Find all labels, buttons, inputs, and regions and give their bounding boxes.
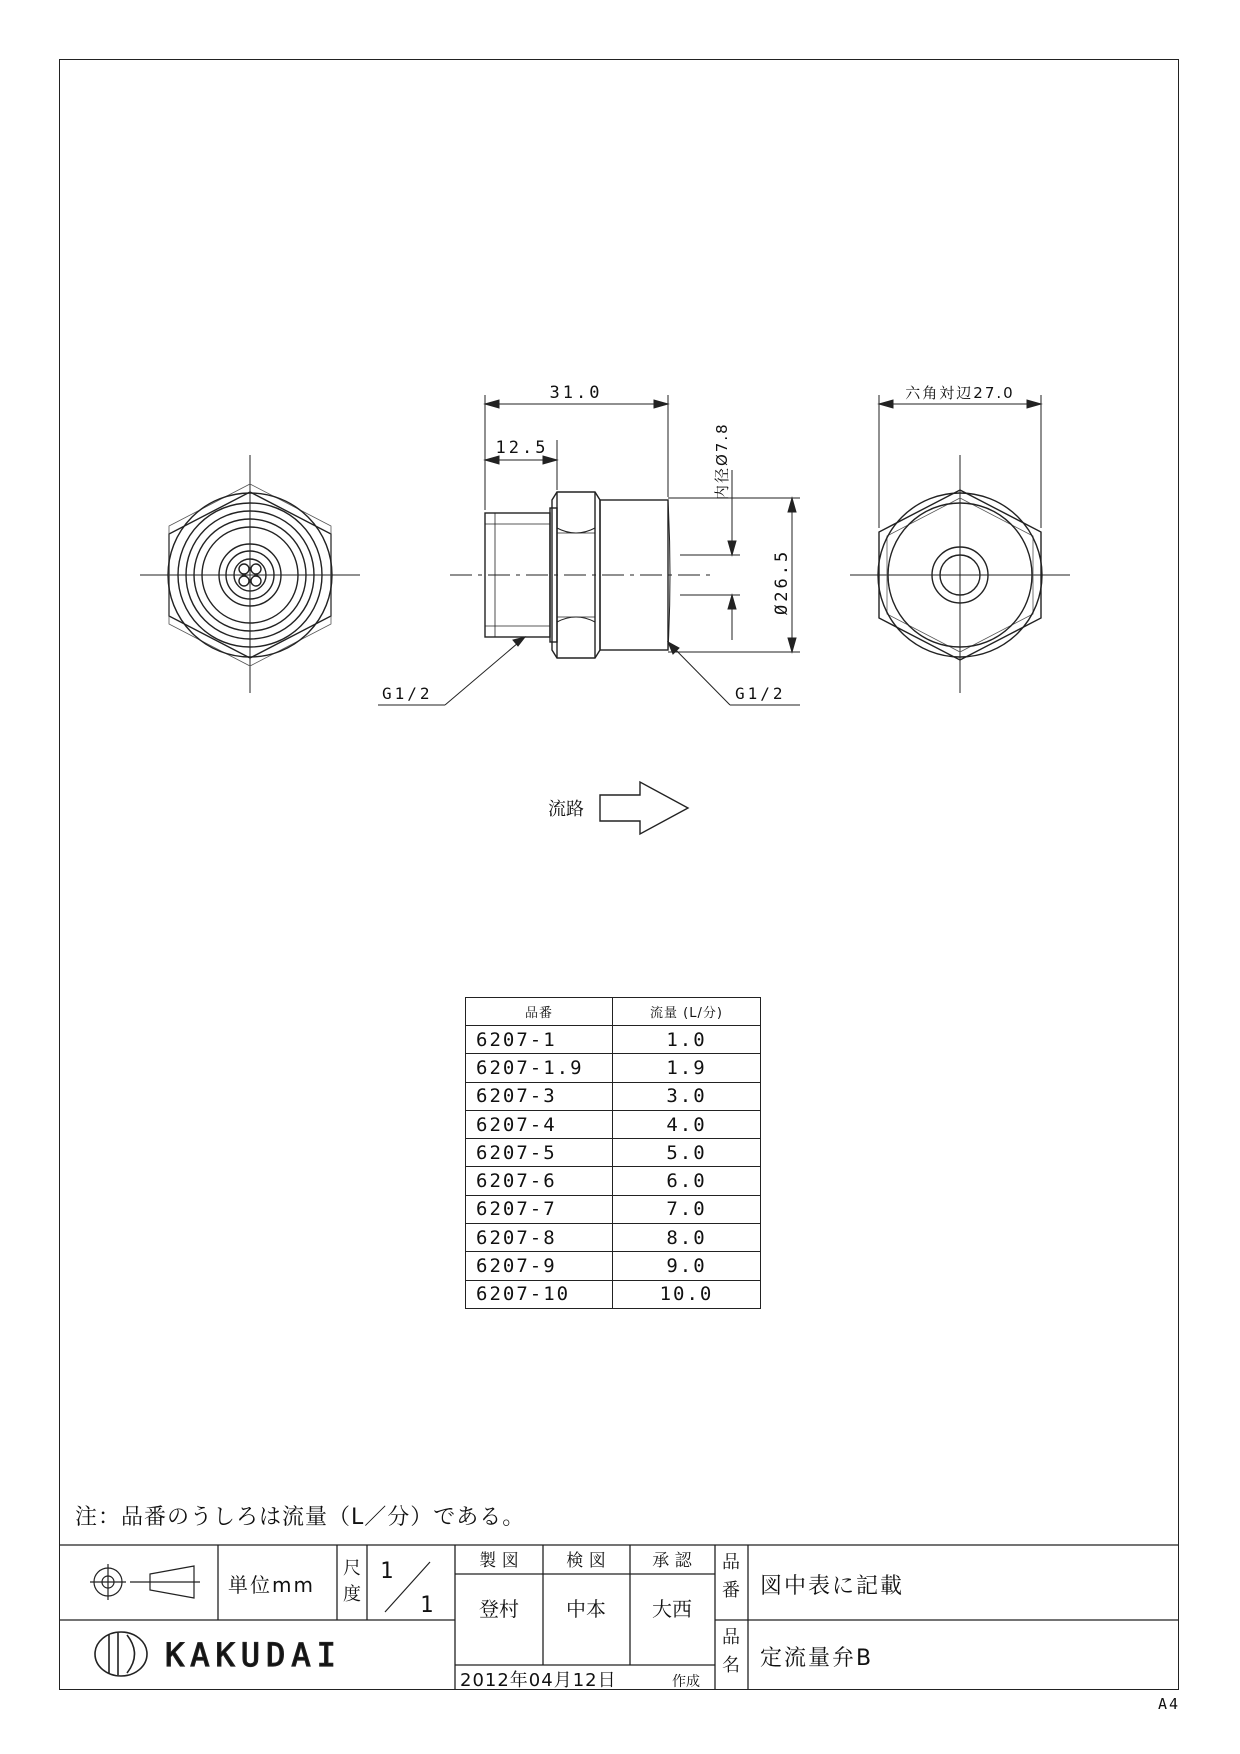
flow-rate-cell: 8.0 bbox=[613, 1224, 761, 1252]
table-row bbox=[466, 1280, 761, 1308]
part-name-value: 定流量弁B bbox=[760, 1646, 874, 1671]
flow-rate-cell: 9.0 bbox=[613, 1252, 761, 1280]
part-number-cell: 6207-9 bbox=[466, 1252, 613, 1280]
part-no-label-2: 番 bbox=[722, 1580, 740, 1601]
checked-by: 中本 bbox=[566, 1597, 606, 1621]
flow-rate-cell: 3.0 bbox=[613, 1082, 761, 1110]
thread-right-label: G1/2 bbox=[735, 684, 786, 703]
drawing-note: 注：品番のうしろは流量（L／分）である。 bbox=[75, 1505, 526, 1530]
outer-diameter-label: Ø26.5 bbox=[772, 548, 792, 615]
right-end-view bbox=[850, 455, 1070, 693]
side-view bbox=[450, 492, 740, 658]
part-number-header: 品番 bbox=[466, 998, 613, 1026]
projection-symbol-icon bbox=[90, 1564, 200, 1600]
checked-label: 検 図 bbox=[566, 1551, 606, 1571]
thread-left-label: G1/2 bbox=[382, 684, 433, 703]
flow-rate-cell: 7.0 bbox=[613, 1195, 761, 1223]
part-name-label-2: 名 bbox=[722, 1655, 740, 1676]
table-row bbox=[466, 1167, 761, 1195]
flow-arrow bbox=[600, 782, 688, 834]
scale-label-2: 度 bbox=[343, 1584, 361, 1605]
paper-size-label: A4 bbox=[1158, 1695, 1181, 1713]
spec-table bbox=[465, 997, 761, 1309]
part-number-cell: 6207-1 bbox=[466, 1026, 613, 1054]
part-number-cell: 6207-5 bbox=[466, 1139, 613, 1167]
thread-length-label: 12.5 bbox=[495, 438, 549, 458]
part-number-cell: 6207-10 bbox=[466, 1280, 613, 1308]
unit-label: 単位mm bbox=[228, 1573, 315, 1597]
part-number-cell: 6207-3 bbox=[466, 1082, 613, 1110]
inner-diameter-label: 内径Ø7.8 bbox=[713, 422, 731, 500]
table-row bbox=[466, 1054, 761, 1082]
date-value: 2012年04月12日 bbox=[460, 1670, 617, 1691]
table-row bbox=[466, 1110, 761, 1138]
flow-rate-header: 流量 (L/分) bbox=[613, 998, 761, 1026]
table-row bbox=[466, 1252, 761, 1280]
approved-label: 承 認 bbox=[652, 1551, 692, 1571]
created-label: 作成 bbox=[672, 1674, 700, 1690]
flow-rate-cell: 5.0 bbox=[613, 1139, 761, 1167]
scale-label-1: 尺 bbox=[343, 1558, 361, 1579]
drawn-by: 登村 bbox=[479, 1597, 519, 1621]
flow-rate-cell: 10.0 bbox=[613, 1280, 761, 1308]
scale-bottom: 1 bbox=[420, 1593, 434, 1618]
overall-length-label: 31.0 bbox=[549, 383, 603, 403]
flow-rate-cell: 1.9 bbox=[613, 1054, 761, 1082]
scale-top: 1 bbox=[380, 1559, 394, 1584]
table-row bbox=[466, 1224, 761, 1252]
part-number-cell: 6207-4 bbox=[466, 1110, 613, 1138]
part-number-cell: 6207-8 bbox=[466, 1224, 613, 1252]
spec-table-header bbox=[466, 998, 761, 1026]
table-row bbox=[466, 1139, 761, 1167]
company-wordmark: KAKUDAI bbox=[165, 1636, 342, 1674]
part-number-cell: 6207-6 bbox=[466, 1167, 613, 1195]
hex-across-flats-label: 六角対辺27.0 bbox=[905, 384, 1015, 402]
part-no-value: 図中表に記載 bbox=[760, 1574, 905, 1599]
flow-label: 流路 bbox=[548, 799, 584, 820]
part-name-label-1: 品 bbox=[722, 1627, 740, 1648]
left-end-view bbox=[140, 455, 360, 693]
approved-by: 大西 bbox=[652, 1597, 692, 1621]
flow-rate-cell: 1.0 bbox=[613, 1026, 761, 1054]
table-row bbox=[466, 1082, 761, 1110]
part-no-label-1: 品 bbox=[722, 1552, 740, 1573]
flow-rate-cell: 4.0 bbox=[613, 1110, 761, 1138]
table-row bbox=[466, 1195, 761, 1223]
part-number-cell: 6207-1.9 bbox=[466, 1054, 613, 1082]
table-row bbox=[466, 1026, 761, 1054]
drawn-label: 製 図 bbox=[479, 1551, 519, 1571]
flow-rate-cell: 6.0 bbox=[613, 1167, 761, 1195]
kakudai-logo-icon bbox=[95, 1632, 147, 1676]
part-number-cell: 6207-7 bbox=[466, 1195, 613, 1223]
